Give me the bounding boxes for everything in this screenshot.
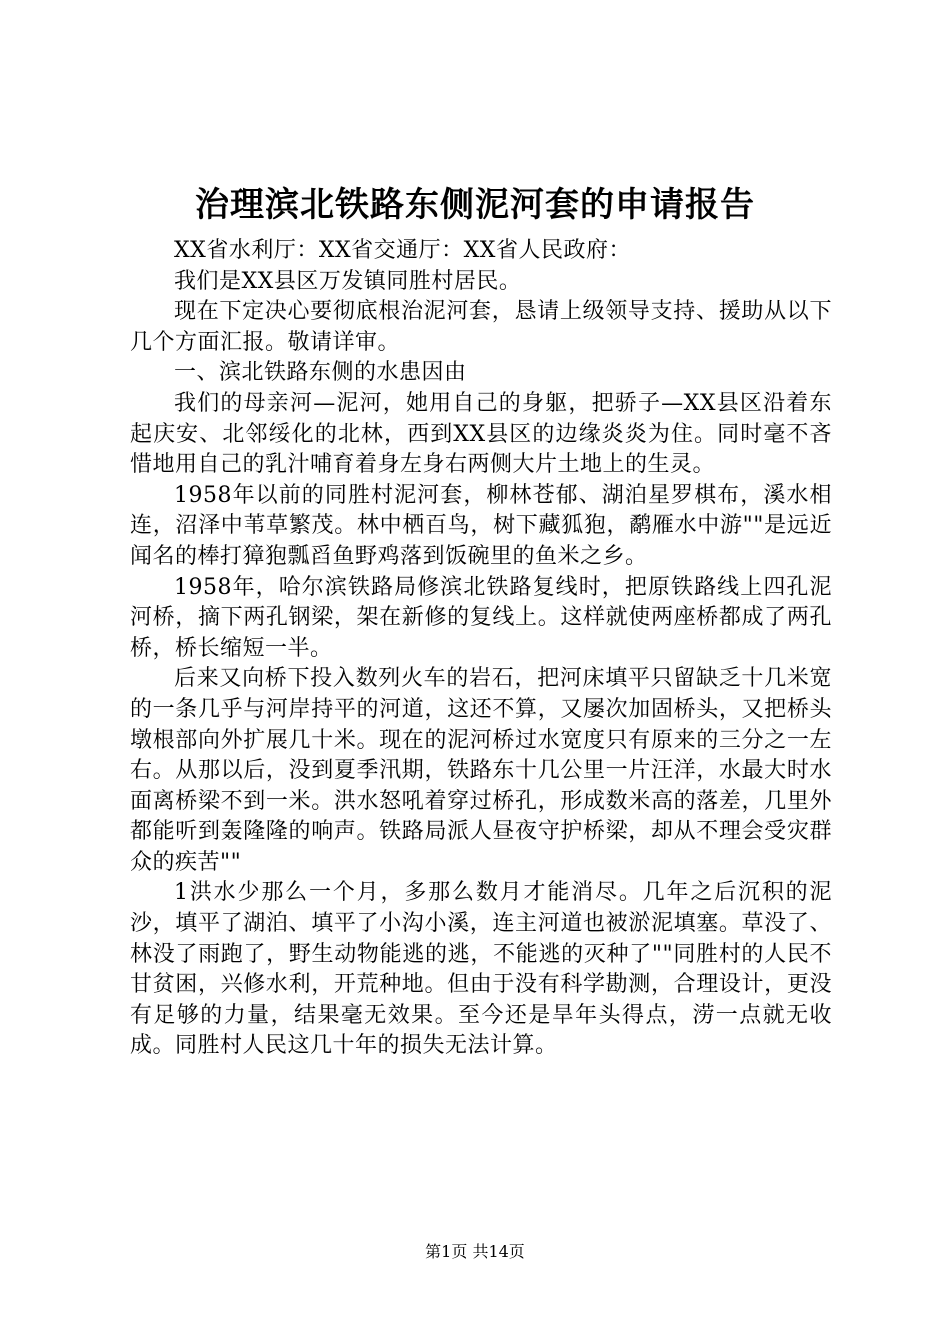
document-body <box>130 236 832 1062</box>
body-paragraph: 后来又向桥下投入数列火车的岩石，把河床填平只留缺乏十几米宽的一条几乎与河岸持平的河道，这还不算，又屡次加固桥头，又把桥头墩根部向外扩展几十米。现在的泥河桥过水宽度只有原来的三分之一左右。从那以后，没到夏季汛期，铁路东十几公里一片汪洋，水最大时水面离桥梁不到一米。洪水怒吼着穿过桥孔，形成数米高的落差，几里外都能听到轰隆隆的响声。铁路局派人昼夜守护桥梁，却从不理会受灾群众的疾苦"" <box>130 666 832 875</box>
body-paragraph: 1958年以前的同胜村泥河套，柳林苍郁、湖泊星罗棋布，溪水相连，沼泽中苇草繁茂。林中栖百鸟，树下藏狐狍，鹬雁水中游""是远近闻名的棒打獐狍瓢舀鱼野鸡落到饭碗里的鱼米之乡。 <box>130 482 832 569</box>
intro-paragraph: 我们是XX县区万发镇同胜村居民。 <box>174 268 522 294</box>
body-paragraph: 1洪水少那么一个月，多那么数月才能消尽。几年之后沉积的泥沙，填平了湖泊、填平了小沟小溪，连主河道也被淤泥填塞。草没了、林没了雨跑了，野生动物能逃的逃，不能逃的灭种了""同胜村的人民不甘贫困，兴修水利，开荒种地。但由于没有科学勘测，合理设计，更没有足够的力量，结果毫无效果。至今还是旱年头得点，涝一点就无收成。同胜村人民这几十年的损失无法计算。 <box>130 880 832 1059</box>
salutation-paragraph: XX省水利厅：XX省交通厅：XX省人民政府： <box>174 238 631 263</box>
document-title: 治理滨北铁路东侧泥河套的申请报告 <box>195 185 755 225</box>
page-number-footer: 第1页 共14页 <box>425 1242 525 1261</box>
body-paragraph: 1958年，哈尔滨铁路局修滨北铁路复线时，把原铁路线上四孔泥河桥，摘下两孔钢梁，架在新修的复线上。这样就使两座桥都成了两孔桥，桥长缩短一半。 <box>130 574 832 661</box>
body-paragraph: 我们的母亲河—泥河，她用自己的身躯，把骄子—XX县区沿着东起庆安、北邻绥化的北林，西到XX县区的边缘炎炎为住。同时毫不吝惜地用自己的乳汁哺育着身左身右两侧大片土地上的生灵。 <box>130 390 832 478</box>
purpose-paragraph: 现在下定决心要彻底根治泥河套，恳请上级领导支持、援助从以下几个方面汇报。敬请详审。 <box>130 299 832 355</box>
section-heading: 一、滨北铁路东侧的水患因由 <box>174 360 467 386</box>
